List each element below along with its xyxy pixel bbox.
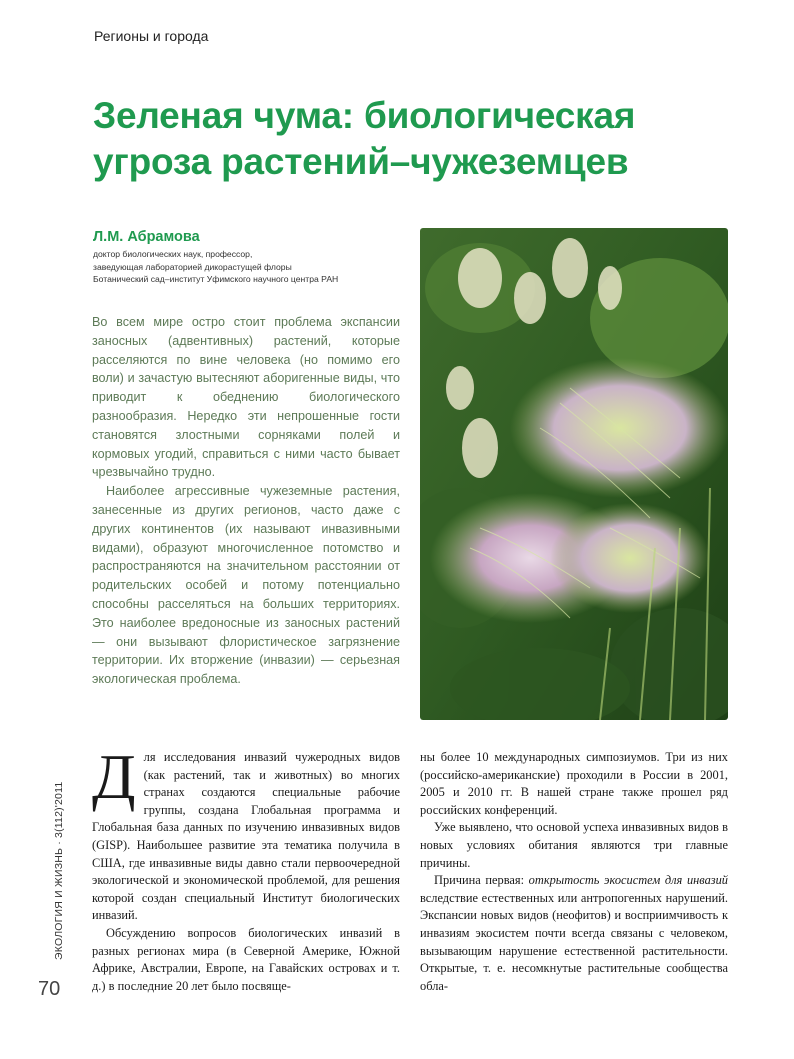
title-line-2: угроза растений–чужеземцев [93, 141, 629, 182]
journal-side-label: ЭКОЛОГИЯ И ЖИЗНЬ · 3(112)'2011 [53, 781, 65, 960]
body-paragraph: ля исследования инвазий чужеродных видов (как растений, так и животных) во многих странах создаются специальные рабочие группы, создана Глобальная программа и Глобальная база данных по изучению инвазивных видов (GISP). Наибольшее развитие эта тематика получила в США, где инвазивные виды давно стали первоочередной экологической и экономической проблемой, для решения которой создан специальный Институт биологических инвазий. [92, 750, 400, 923]
author-title: доктор биологических наук, профессор, [93, 249, 253, 259]
body-paragraph: ны более 10 международных симпозиумов. Три из них (российско-американские) проходили в России в 2001, 2005 и 2010 гг. В нашей стране также прошел ряд российских конференций. [420, 750, 728, 817]
body-paragraph: Уже выявлено, что основой успеха инвазивных видов в новых условиях обитания являются три главные причины. [420, 820, 728, 870]
author-affiliation: Ботанический сад–институт Уфимского научного центра РАН [93, 274, 339, 284]
intro-paragraph: Во всем мире остро стоит проблема экспансии заносных (адвентивных) растений, которые расселяются по вине человека (но помимо его воли) и зачастую вытесняют аборигенные виды, что приводит к обеднению биологического разнообразия. Нередко эти непрошенные гости становятся злостными сорняками полей и кормовых угодий, справиться с ними часто бывает чрезвычайно трудно. [92, 315, 400, 480]
title-line-1: Зеленая чума: биологическая [93, 95, 636, 136]
body-column-left [92, 741, 400, 995]
paragraph-rest: вследствие естественных или антропогенных нарушений. Экспансии новых видов (неофитов) и восприимчивость к инвазиям экосистем почти всегда связаны с человеком, вызывающим нарушение естественной растительности. Открытые, т. е. несомкнутые растительные сообщества обла- [420, 890, 728, 993]
author-position: заведующая лабораторией дикорастущей флоры [93, 261, 292, 272]
article-title [93, 93, 753, 185]
emphasis-text: открытость экосистем для инвазий [528, 873, 728, 888]
body-column-right [420, 749, 728, 995]
paragraph-lead: Причина первая: [434, 873, 529, 888]
author-block [93, 229, 413, 286]
page-number: 70 [38, 978, 61, 1000]
body-paragraph [420, 872, 728, 995]
drop-cap: Д [92, 741, 136, 812]
author-name: Л.М. Абрамова [93, 229, 200, 245]
section-header: Регионы и города [94, 28, 209, 44]
intro-paragraph: Наиболее агрессивные чужеземные растения, занесенные из других регионов, часто даже с других континентов (их называют инвазивными видами), образуют многочисленное потомство и распространяются на значительном расстоянии от родительских особей и потому потенциально способны расселяться на больших территориях. Это наиболее вредоносные из заносных растений — они вызывают флористическое загрязнение территории. Их вторжение (инвазии) — серьезная экологическая проблема. [92, 484, 400, 687]
body-paragraph: Обсуждению вопросов биологических инвазий в разных регионах мира (в Северной Америке, Южной Африке, Австралии, Европе, на Гавайских островах и т. д.) в последние 20 лет было посвяще- [92, 925, 400, 993]
intro-text [92, 313, 400, 689]
grass-photo [420, 228, 728, 720]
